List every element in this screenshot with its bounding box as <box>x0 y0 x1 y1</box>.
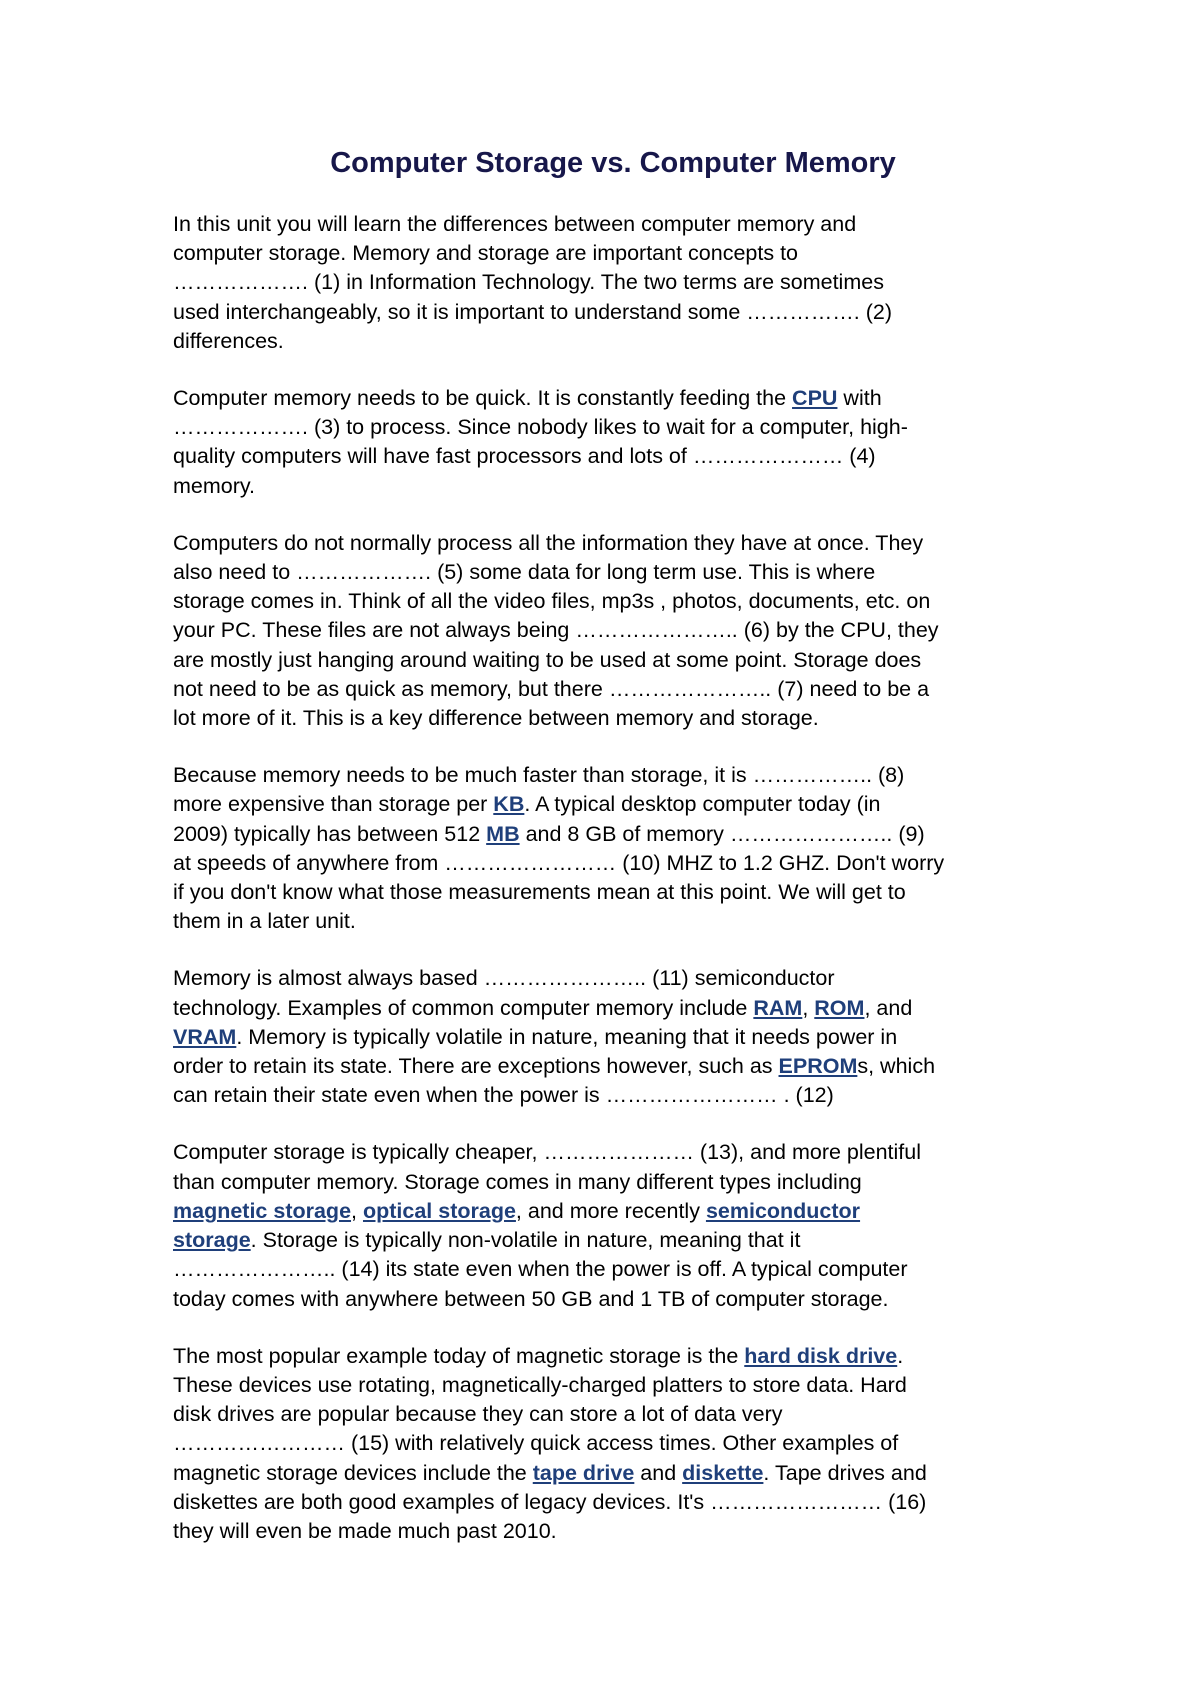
text-run: Computer memory needs to be quick. It is constantly feeding the <box>173 386 793 411</box>
text-run: . A typical desktop computer today (in <box>524 792 881 817</box>
text-line <box>173 384 1053 413</box>
text-run: Because memory needs to be much faster than storage, it is …………….. (8) <box>173 763 905 788</box>
text-run: . Storage is typically non-volatile in nature, meaning that it <box>250 1228 801 1253</box>
text-run: also need to ………………. (5) some data for long term use. This is where <box>173 560 876 585</box>
text-line <box>173 1371 1053 1400</box>
text-run: …………………… (15) with relatively quick access times. Other examples of <box>173 1431 899 1456</box>
text-run: Memory is almost always based ………………….. (11) semiconductor <box>173 966 835 991</box>
text-line <box>173 1052 1053 1081</box>
link-kb[interactable]: KB <box>493 792 525 817</box>
paragraph-5 <box>173 964 1053 1110</box>
text-line <box>173 1023 1053 1052</box>
link-hard-disk-drive[interactable]: hard disk drive <box>744 1343 898 1368</box>
text-run: 2009) typically has between 512 <box>173 821 487 846</box>
link-magnetic-storage[interactable]: magnetic storage <box>173 1198 352 1223</box>
text-line <box>173 849 1053 878</box>
text-line <box>173 413 1053 442</box>
text-run: and 8 GB of memory ………………….. (9) <box>519 821 925 846</box>
link-semiconductor-storage-cont[interactable]: storage <box>173 1228 251 1253</box>
paragraph-3 <box>173 529 1053 733</box>
text-run: if you don't know what those measurements mean at this point. We will get to <box>173 880 906 905</box>
text-run: used interchangeably, so it is important to understand some ……………. (2) <box>173 299 892 324</box>
text-line <box>173 1168 1053 1197</box>
text-run: quality computers will have fast processors and lots of ………………… (4) <box>173 444 876 469</box>
text-run: ………………. (1) in Information Technology. The two terms are sometimes <box>173 270 884 295</box>
text-line <box>173 442 1053 471</box>
text-line <box>173 1488 1053 1517</box>
text-run: . Memory is typically volatile in nature, meaning that it needs power in <box>236 1024 898 1049</box>
text-run: storage comes in. Think of all the video files, mp3s , photos, documents, etc. on <box>173 589 931 614</box>
text-line <box>173 239 1053 268</box>
paragraph-7 <box>173 1342 1053 1546</box>
text-run: , <box>351 1198 363 1223</box>
text-run: with <box>837 386 882 411</box>
text-run: your PC. These files are not always being ………………….. (6) by the CPU, they <box>173 618 939 643</box>
text-line <box>173 210 1053 239</box>
page-title: Computer Storage vs. Computer Memory <box>330 147 896 179</box>
paragraph-4 <box>173 761 1053 936</box>
text-line <box>173 1459 1053 1488</box>
text-line <box>173 1517 1053 1546</box>
text-run: differences. <box>173 328 284 353</box>
text-run: These devices use rotating, magnetically-charged platters to store data. Hard <box>173 1372 907 1397</box>
text-run: today comes with anywhere between 50 GB and 1 TB of computer storage. <box>173 1286 889 1311</box>
text-line <box>173 1285 1053 1314</box>
text-line <box>173 1429 1053 1458</box>
text-line <box>173 472 1053 501</box>
text-line <box>173 616 1053 645</box>
text-run: and <box>634 1460 683 1485</box>
text-run: , and <box>864 995 913 1020</box>
text-run: are mostly just hanging around waiting to be used at some point. Storage does <box>173 647 922 672</box>
text-run: , and more recently <box>515 1198 706 1223</box>
paragraph-1 <box>173 210 1053 356</box>
document-body <box>173 210 1053 1546</box>
text-line <box>173 1197 1053 1226</box>
text-line <box>173 704 1053 733</box>
text-run: technology. Examples of common computer memory include <box>173 995 754 1020</box>
text-line <box>173 1226 1053 1255</box>
text-run: s, which <box>857 1054 936 1079</box>
text-run: memory. <box>173 473 256 498</box>
link-tape-drive[interactable]: tape drive <box>532 1460 635 1485</box>
text-run: them in a later unit. <box>173 909 356 934</box>
text-run: diskettes are both good examples of legacy devices. It's …………………… (16) <box>173 1489 927 1514</box>
text-run: lot more of it. This is a key difference between memory and storage. <box>173 706 819 731</box>
text-line <box>173 298 1053 327</box>
text-run: . Tape drives and <box>763 1460 927 1485</box>
link-mb[interactable]: MB <box>486 821 520 846</box>
text-run: not need to be as quick as memory, but there ………………….. (7) need to be a <box>173 676 930 701</box>
document-page <box>173 138 1053 1574</box>
text-line <box>173 1342 1053 1371</box>
text-run: ………………. (3) to process. Since nobody likes to wait for a computer, high- <box>173 415 908 440</box>
text-run: Computer storage is typically cheaper, ………………… (13), and more plentiful <box>173 1140 922 1165</box>
text-line <box>173 646 1053 675</box>
text-line <box>173 820 1053 849</box>
text-run: more expensive than storage per <box>173 792 494 817</box>
text-line <box>173 558 1053 587</box>
link-vram[interactable]: VRAM <box>173 1024 237 1049</box>
text-run: The most popular example today of magnetic storage is the <box>173 1343 745 1368</box>
link-diskette[interactable]: diskette <box>682 1460 764 1485</box>
text-line <box>173 529 1053 558</box>
text-run: . <box>897 1343 904 1368</box>
text-line <box>173 790 1053 819</box>
text-run: order to retain its state. There are exceptions however, such as <box>173 1054 779 1079</box>
text-line <box>173 994 1053 1023</box>
text-line <box>173 1400 1053 1429</box>
link-optical-storage[interactable]: optical storage <box>362 1198 516 1223</box>
paragraph-6 <box>173 1138 1053 1313</box>
link-eprom[interactable]: EPROM <box>778 1054 858 1079</box>
text-line <box>173 907 1053 936</box>
text-run: they will even be made much past 2010. <box>173 1518 557 1543</box>
paragraph-2 <box>173 384 1053 501</box>
text-line <box>173 675 1053 704</box>
text-run: , <box>802 995 815 1020</box>
text-run: can retain their state even when the power is …………………… . (12) <box>173 1083 834 1108</box>
text-run: computer storage. Memory and storage are important concepts to <box>173 241 799 266</box>
text-line <box>173 1081 1053 1110</box>
text-line <box>173 878 1053 907</box>
link-rom[interactable]: ROM <box>814 995 865 1020</box>
text-line <box>173 1255 1053 1284</box>
text-run: ………………….. (14) its state even when the power is off. A typical computer <box>173 1257 908 1282</box>
text-run: In this unit you will learn the differences between computer memory and <box>173 212 857 236</box>
text-line <box>173 1138 1053 1167</box>
text-run: disk drives are popular because they can store a lot of data very <box>173 1402 783 1427</box>
text-line <box>173 268 1053 297</box>
link-semiconductor-storage[interactable]: semiconductor <box>705 1198 861 1223</box>
text-line <box>173 964 1053 993</box>
text-run: than computer memory. Storage comes in many different types including <box>173 1169 862 1194</box>
text-line <box>173 327 1053 356</box>
text-run: magnetic storage devices include the <box>173 1460 533 1485</box>
text-run: Computers do not normally process all the information they have at once. They <box>173 530 924 555</box>
link-cpu[interactable]: CPU <box>792 386 838 411</box>
text-line <box>173 761 1053 790</box>
text-line <box>173 587 1053 616</box>
link-ram[interactable]: RAM <box>753 995 803 1020</box>
text-run: at speeds of anywhere from …………………… (10) MHZ to 1.2 GHZ. Don't worry <box>173 850 945 875</box>
